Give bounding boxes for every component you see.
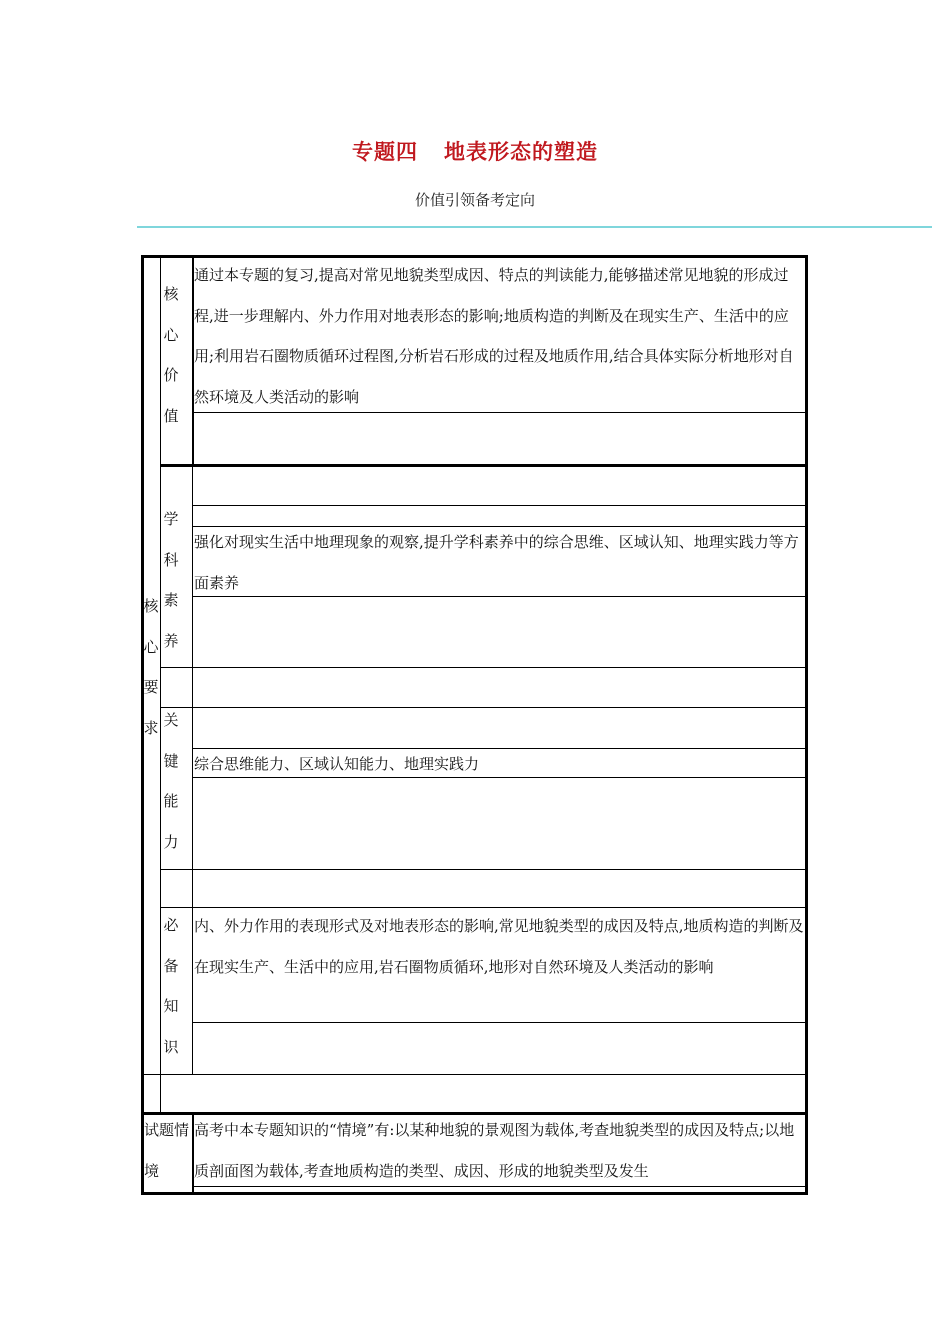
row-line-literacy-bottom — [161, 667, 806, 668]
row-line-ability-bottom — [161, 869, 806, 870]
page-subtitle: 价值引领备考定向 — [414, 191, 535, 209]
spacer-col-line — [160, 1074, 161, 1114]
key-ability-text: 综合思维能力、区域认知能力、地理实践力 — [194, 755, 480, 773]
label-test-context: 试题情境 — [144, 1121, 190, 1180]
table-border-bottom — [141, 1192, 808, 1195]
header-divider — [137, 226, 932, 228]
row-line-knowledge-bottom — [144, 1074, 806, 1075]
label-subject-literacy: 学科素养 — [163, 510, 179, 650]
row-line-ability-1 — [161, 707, 806, 708]
row-line-corevalue-bottom — [161, 464, 806, 467]
test-context-text: 高考中本专题知识的“情境”有:以某种地貌的景观图为载体,考查地貌类型的成因及特点;以地质剖面图为载体,考查地质构造的类型、成因、形成的地貌类型及发生 — [194, 1121, 795, 1180]
page-title — [0, 136, 950, 166]
title-part-topic: 专题四 — [352, 140, 418, 164]
essential-knowledge-text: 内、外力作用的表现形式及对地表形态的影响,常见地貌类型的成因及特点,地质构造的判断及在现实生产、生活中的应用,岩石圈物质循环,地形对自然环境及人类活动的影响 — [194, 917, 804, 976]
label-core-requirements: 核心要求 — [143, 597, 159, 737]
label-key-ability: 关键能力 — [163, 711, 179, 851]
label-essential-knowledge: 必备知识 — [163, 916, 179, 1056]
row-line-literacy-1 — [193, 505, 806, 506]
subject-literacy-text: 强化对现实生活中地理现象的观察,提升学科素养中的综合思维、区域认知、地理实践力等方面素养 — [194, 533, 799, 592]
core-value-text: 通过本专题的复习,提高对常见地貌类型成因、特点的判读能力,能够描述常见地貌的形成过程,进一步理解内、外力作用对地表形态的影响;地质构造的判断及在现实生产、生活中的应用;利用岩石圈物质循环过程图,分析岩石形成的过程及地质作用,结合具体实际分析地形对自然环境及人类活动的影响 — [194, 266, 794, 406]
label-core-value: 核心价值 — [163, 285, 179, 425]
title-part-subject: 地表形态的塑造 — [444, 140, 598, 164]
